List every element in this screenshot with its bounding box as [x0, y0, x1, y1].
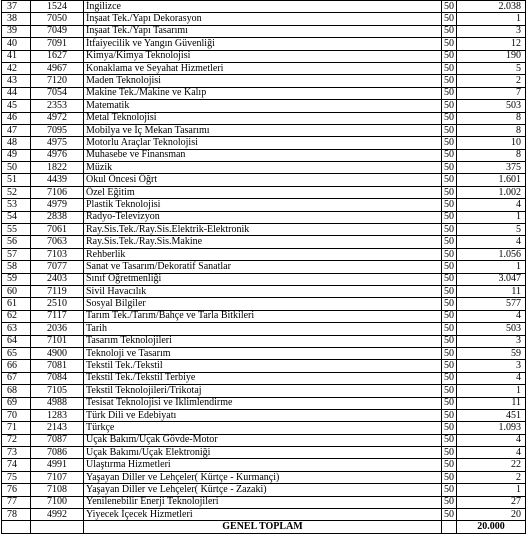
- program-code-cell: 7100: [31, 496, 84, 508]
- table-row: [2, 87, 526, 99]
- quota-cell: 50: [442, 1, 457, 13]
- count-cell: 1: [457, 385, 526, 397]
- program-code-cell: 2838: [31, 211, 84, 223]
- row-number-cell: 53: [2, 199, 31, 211]
- table-row: [2, 509, 526, 521]
- program-code-cell: 7095: [31, 124, 84, 136]
- quota-cell: 50: [442, 335, 457, 347]
- program-name-cell: Tekstil Teknolojileri/Trikotaj: [84, 385, 442, 397]
- row-number-cell: 78: [2, 509, 31, 521]
- quota-cell: 50: [442, 186, 457, 198]
- quota-cell: 50: [442, 484, 457, 496]
- program-code-cell: 7091: [31, 38, 84, 50]
- count-cell: 1: [457, 261, 526, 273]
- count-cell: 1.601: [457, 174, 526, 186]
- program-name-cell: Sosyal Bilgiler: [84, 298, 442, 310]
- count-cell: 5: [457, 224, 526, 236]
- table-row: [2, 347, 526, 359]
- row-number-cell: 65: [2, 347, 31, 359]
- table-row: [2, 100, 526, 112]
- program-name-cell: Tarih: [84, 323, 442, 335]
- program-name-cell: Ray.Sis.Tek./Ray.Sis.Elektrik-Elektronik: [84, 224, 442, 236]
- row-number-cell: 61: [2, 298, 31, 310]
- program-code-cell: 7049: [31, 25, 84, 37]
- row-number-cell: 47: [2, 124, 31, 136]
- count-cell: 3: [457, 335, 526, 347]
- program-code-cell: 7054: [31, 87, 84, 99]
- table-row: [2, 273, 526, 285]
- count-cell: 10: [457, 137, 526, 149]
- count-cell: 8: [457, 149, 526, 161]
- quota-cell: 50: [442, 62, 457, 74]
- row-number-cell: 41: [2, 50, 31, 62]
- table-row: [2, 310, 526, 322]
- program-name-cell: Maden Teknolojisi: [84, 75, 442, 87]
- table-row: [2, 261, 526, 273]
- quota-cell: 50: [442, 162, 457, 174]
- program-name-cell: Muhasebe ve Finansman: [84, 149, 442, 161]
- table-row: [2, 335, 526, 347]
- row-number-cell: 37: [2, 1, 31, 13]
- quota-cell: 50: [442, 298, 457, 310]
- row-number-cell: 57: [2, 248, 31, 260]
- program-code-cell: 7077: [31, 261, 84, 273]
- count-cell: 1.002: [457, 186, 526, 198]
- program-name-cell: Yaşayan Diller ve Lehçeler( Kürtçe - Kurmançi): [84, 471, 442, 483]
- quota-cell: 50: [442, 397, 457, 409]
- program-code-cell: 2036: [31, 323, 84, 335]
- table-row: [2, 13, 526, 25]
- quota-cell: 50: [442, 25, 457, 37]
- quota-cell: 50: [442, 87, 457, 99]
- count-cell: 4: [457, 434, 526, 446]
- count-cell: 503: [457, 323, 526, 335]
- program-name-cell: Tekstil Tek./Tekstil Terbiye: [84, 372, 442, 384]
- table-row: [2, 298, 526, 310]
- row-number-cell: 45: [2, 100, 31, 112]
- count-cell: 190: [457, 50, 526, 62]
- table-row: [2, 186, 526, 198]
- count-cell: 11: [457, 397, 526, 409]
- row-number-cell: 55: [2, 224, 31, 236]
- program-code-cell: 7120: [31, 75, 84, 87]
- quota-cell: 50: [442, 422, 457, 434]
- row-number-cell: 42: [2, 62, 31, 74]
- quota-cell: 50: [442, 285, 457, 297]
- program-name-cell: Radyo-Televizyon: [84, 211, 442, 223]
- program-code-cell: 7050: [31, 13, 84, 25]
- count-cell: 4: [457, 372, 526, 384]
- table-row: [2, 248, 526, 260]
- program-name-cell: Metal Teknolojisi: [84, 112, 442, 124]
- quota-cell: 50: [442, 236, 457, 248]
- row-number-cell: 38: [2, 13, 31, 25]
- program-code-cell: 7117: [31, 310, 84, 322]
- row-number-cell: 75: [2, 471, 31, 483]
- table-row: [2, 496, 526, 508]
- row-number-cell: 43: [2, 75, 31, 87]
- program-code-cell: 7061: [31, 224, 84, 236]
- row-number-cell: 63: [2, 323, 31, 335]
- program-code-cell: 4988: [31, 397, 84, 409]
- quota-cell: 50: [442, 261, 457, 273]
- quota-cell: 50: [442, 372, 457, 384]
- row-number-cell: 62: [2, 310, 31, 322]
- quota-cell: 50: [442, 13, 457, 25]
- count-cell: 3: [457, 360, 526, 372]
- table-row: [2, 149, 526, 161]
- program-name-cell: Motorlu Araçlar Teknolojisi: [84, 137, 442, 149]
- row-number-cell: 49: [2, 149, 31, 161]
- program-code-cell: 4900: [31, 347, 84, 359]
- program-code-cell: 7087: [31, 434, 84, 446]
- table-row: [2, 50, 526, 62]
- program-name-cell: Sınıf Öğretmenliği: [84, 273, 442, 285]
- program-name-cell: Ulaştırma Hizmetleri: [84, 459, 442, 471]
- row-number-cell: 52: [2, 186, 31, 198]
- program-name-cell: Ray.Sis.Tek./Ray.Sis.Makine: [84, 236, 442, 248]
- count-cell: 4: [457, 447, 526, 459]
- program-name-cell: İnşaat Tek./Yapı Dekorasyon: [84, 13, 442, 25]
- count-cell: 2: [457, 75, 526, 87]
- count-cell: 7: [457, 87, 526, 99]
- quota-cell: 50: [442, 38, 457, 50]
- program-code-cell: 7105: [31, 385, 84, 397]
- row-number-cell: 68: [2, 385, 31, 397]
- table-row: [2, 38, 526, 50]
- count-cell: 451: [457, 409, 526, 421]
- row-number-cell: 44: [2, 87, 31, 99]
- table-row: [2, 323, 526, 335]
- quota-cell: 50: [442, 199, 457, 211]
- quota-cell: 50: [442, 124, 457, 136]
- count-cell: 503: [457, 100, 526, 112]
- row-number-cell: 60: [2, 285, 31, 297]
- quota-cell: 50: [442, 149, 457, 161]
- count-cell: 11: [457, 285, 526, 297]
- program-name-cell: Kimya/Kimya Teknolojisi: [84, 50, 442, 62]
- program-name-cell: Mobilya ve İç Mekan Tasarımı: [84, 124, 442, 136]
- row-number-cell: 73: [2, 447, 31, 459]
- program-code-cell: 4992: [31, 509, 84, 521]
- quota-cell: 50: [442, 471, 457, 483]
- program-code-cell: 7063: [31, 236, 84, 248]
- table-row: [2, 25, 526, 37]
- program-name-cell: Teknoloji ve Tasarım: [84, 347, 442, 359]
- program-code-cell: 7119: [31, 285, 84, 297]
- row-number-cell: 64: [2, 335, 31, 347]
- table-row: [2, 397, 526, 409]
- row-number-cell: 56: [2, 236, 31, 248]
- total-empty-cell: [2, 521, 31, 533]
- program-code-cell: 7108: [31, 484, 84, 496]
- table-row: [2, 236, 526, 248]
- table-row: [2, 422, 526, 434]
- table-row: [2, 471, 526, 483]
- total-value: 20.000: [457, 521, 526, 533]
- count-cell: 2: [457, 471, 526, 483]
- program-name-cell: Matematik: [84, 100, 442, 112]
- quota-cell: 50: [442, 174, 457, 186]
- program-code-cell: 1627: [31, 50, 84, 62]
- total-empty-cell: [442, 521, 457, 533]
- total-empty-cell: [31, 521, 84, 533]
- program-name-cell: Sanat ve Tasarım/Dekoratif Sanatlar: [84, 261, 442, 273]
- quota-cell: 50: [442, 459, 457, 471]
- program-code-cell: 4967: [31, 62, 84, 74]
- program-code-cell: 7081: [31, 360, 84, 372]
- table-row: [2, 447, 526, 459]
- program-code-cell: 4991: [31, 459, 84, 471]
- count-cell: 27: [457, 496, 526, 508]
- program-code-cell: 4439: [31, 174, 84, 186]
- table-body: [2, 1, 526, 521]
- program-code-cell: 7084: [31, 372, 84, 384]
- program-code-cell: 2143: [31, 422, 84, 434]
- total-label: GENEL TOPLAM: [84, 521, 442, 533]
- quota-cell: 50: [442, 310, 457, 322]
- row-number-cell: 40: [2, 38, 31, 50]
- program-name-cell: İtfaiyecilik ve Yangın Güvenliği: [84, 38, 442, 50]
- program-name-cell: Yenilenebilir Enerji Teknolojileri: [84, 496, 442, 508]
- row-number-cell: 72: [2, 434, 31, 446]
- quota-cell: 50: [442, 137, 457, 149]
- quota-cell: 50: [442, 100, 457, 112]
- row-number-cell: 51: [2, 174, 31, 186]
- program-name-cell: İnşaat Tek./Yapı Tasarımı: [84, 25, 442, 37]
- program-code-cell: 4979: [31, 199, 84, 211]
- table-row: [2, 484, 526, 496]
- count-cell: 8: [457, 112, 526, 124]
- row-number-cell: 71: [2, 422, 31, 434]
- program-name-cell: Sivil Havacılık: [84, 285, 442, 297]
- quota-table: [1, 0, 526, 534]
- program-code-cell: 1283: [31, 409, 84, 421]
- table-row: [2, 124, 526, 136]
- program-name-cell: Makine Tek./Makine ve Kalıp: [84, 87, 442, 99]
- count-cell: 2.038: [457, 1, 526, 13]
- table-row: [2, 434, 526, 446]
- program-code-cell: 7086: [31, 447, 84, 459]
- quota-cell: 50: [442, 347, 457, 359]
- quota-cell: 50: [442, 248, 457, 260]
- program-name-cell: Yiyecek İçecek Hizmetleri: [84, 509, 442, 521]
- program-name-cell: Tesisat Teknolojisi ve İklimlendirme: [84, 397, 442, 409]
- program-code-cell: 4975: [31, 137, 84, 149]
- row-number-cell: 54: [2, 211, 31, 223]
- program-code-cell: 7107: [31, 471, 84, 483]
- program-code-cell: 7101: [31, 335, 84, 347]
- program-name-cell: Tasarım Teknolojileri: [84, 335, 442, 347]
- quota-cell: 50: [442, 75, 457, 87]
- program-name-cell: Müzik: [84, 162, 442, 174]
- program-name-cell: Konaklama ve Seyahat Hizmetleri: [84, 62, 442, 74]
- quota-cell: 50: [442, 434, 457, 446]
- table-row: [2, 62, 526, 74]
- table-row: [2, 211, 526, 223]
- table-row: [2, 199, 526, 211]
- program-name-cell: Özel Eğitim: [84, 186, 442, 198]
- table-row: [2, 162, 526, 174]
- program-code-cell: 2510: [31, 298, 84, 310]
- row-number-cell: 77: [2, 496, 31, 508]
- program-name-cell: Okul Öncesi Öğrt: [84, 174, 442, 186]
- count-cell: 1: [457, 13, 526, 25]
- count-cell: 59: [457, 347, 526, 359]
- count-cell: 4: [457, 310, 526, 322]
- program-code-cell: 2353: [31, 100, 84, 112]
- row-number-cell: 67: [2, 372, 31, 384]
- program-name-cell: İngilizce: [84, 1, 442, 13]
- count-cell: 4: [457, 199, 526, 211]
- table-row: [2, 75, 526, 87]
- quota-cell: 50: [442, 447, 457, 459]
- table-row: [2, 409, 526, 421]
- total-row: [2, 521, 526, 533]
- count-cell: 3: [457, 25, 526, 37]
- program-code-cell: 2403: [31, 273, 84, 285]
- quota-cell: 50: [442, 112, 457, 124]
- row-number-cell: 48: [2, 137, 31, 149]
- table-row: [2, 112, 526, 124]
- count-cell: 577: [457, 298, 526, 310]
- program-name-cell: Yaşayan Diller ve Lehçeler( Kürtçe - Zazaki): [84, 484, 442, 496]
- quota-cell: 50: [442, 360, 457, 372]
- table-row: [2, 174, 526, 186]
- count-cell: 1.093: [457, 422, 526, 434]
- quota-cell: 50: [442, 323, 457, 335]
- program-name-cell: Plastik Teknolojisi: [84, 199, 442, 211]
- row-number-cell: 74: [2, 459, 31, 471]
- row-number-cell: 59: [2, 273, 31, 285]
- row-number-cell: 69: [2, 397, 31, 409]
- program-name-cell: Tekstil Tek./Tekstil: [84, 360, 442, 372]
- program-code-cell: 7103: [31, 248, 84, 260]
- quota-cell: 50: [442, 211, 457, 223]
- quota-cell: 50: [442, 50, 457, 62]
- row-number-cell: 66: [2, 360, 31, 372]
- program-code-cell: 4972: [31, 112, 84, 124]
- program-code-cell: 7106: [31, 186, 84, 198]
- program-name-cell: Tarım Tek./Tarım/Bahçe ve Tarla Bitkileri: [84, 310, 442, 322]
- table-row: [2, 459, 526, 471]
- row-number-cell: 70: [2, 409, 31, 421]
- program-name-cell: Uçak Bakım/Uçak Gövde-Motor: [84, 434, 442, 446]
- program-code-cell: 4976: [31, 149, 84, 161]
- count-cell: 375: [457, 162, 526, 174]
- count-cell: 8: [457, 124, 526, 136]
- table-row: [2, 137, 526, 149]
- count-cell: 20: [457, 509, 526, 521]
- row-number-cell: 39: [2, 25, 31, 37]
- program-name-cell: Türkçe: [84, 422, 442, 434]
- row-number-cell: 50: [2, 162, 31, 174]
- count-cell: 5: [457, 62, 526, 74]
- table-row: [2, 360, 526, 372]
- count-cell: 1: [457, 484, 526, 496]
- table-row: [2, 1, 526, 13]
- count-cell: 22: [457, 459, 526, 471]
- quota-cell: 50: [442, 509, 457, 521]
- program-code-cell: 1822: [31, 162, 84, 174]
- count-cell: 12: [457, 38, 526, 50]
- count-cell: 4: [457, 236, 526, 248]
- row-number-cell: 46: [2, 112, 31, 124]
- count-cell: 1: [457, 211, 526, 223]
- quota-cell: 50: [442, 273, 457, 285]
- row-number-cell: 58: [2, 261, 31, 273]
- row-number-cell: 76: [2, 484, 31, 496]
- table-row: [2, 385, 526, 397]
- table-row: [2, 285, 526, 297]
- count-cell: 1.056: [457, 248, 526, 260]
- quota-cell: 50: [442, 496, 457, 508]
- table-row: [2, 224, 526, 236]
- quota-cell: 50: [442, 385, 457, 397]
- quota-cell: 50: [442, 409, 457, 421]
- table-row: [2, 372, 526, 384]
- program-code-cell: 1524: [31, 1, 84, 13]
- program-name-cell: Türk Dili ve Edebiyatı: [84, 409, 442, 421]
- program-name-cell: Uçak Bakımı/Uçak Elektroniği: [84, 447, 442, 459]
- quota-cell: 50: [442, 224, 457, 236]
- count-cell: 3.047: [457, 273, 526, 285]
- program-name-cell: Rehberlik: [84, 248, 442, 260]
